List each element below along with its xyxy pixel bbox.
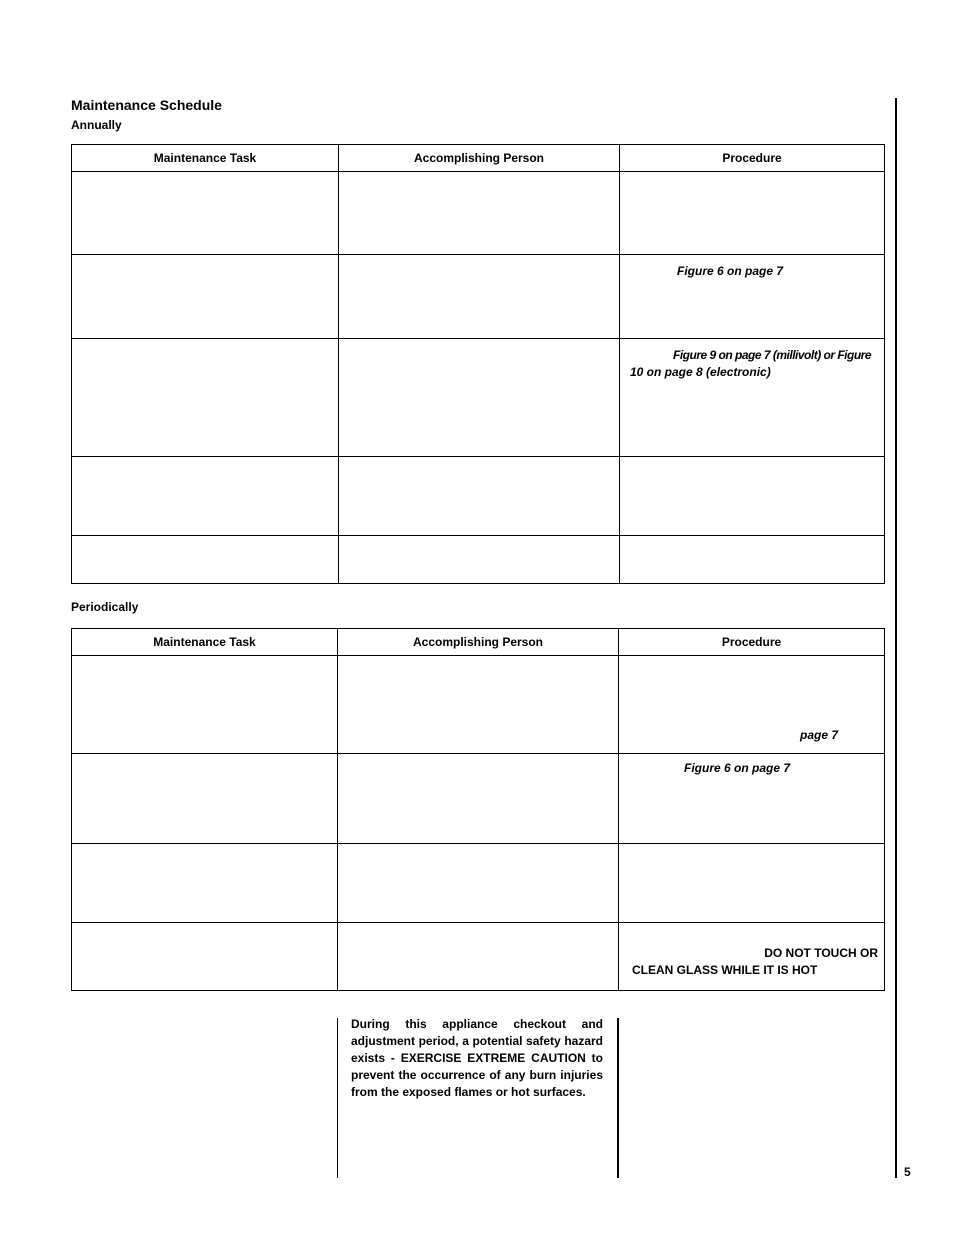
- annually-label: Annually: [71, 118, 122, 132]
- person-cell: [339, 457, 620, 536]
- procedure-cell: [620, 457, 885, 536]
- table-row: [72, 255, 885, 339]
- warning-text: DO NOT TOUCH OR: [764, 946, 878, 960]
- procedure-cell: [620, 172, 885, 255]
- header-task: Maintenance Task: [72, 145, 339, 172]
- procedure-cell: [619, 844, 885, 923]
- table-header-row: [72, 629, 885, 656]
- person-cell: [338, 754, 619, 844]
- periodic-table: [71, 628, 885, 991]
- figure-reference: Figure 9 on page 7 (millivolt) or Figure: [673, 348, 872, 362]
- table-row: [72, 339, 885, 457]
- header-task: Maintenance Task: [72, 629, 338, 656]
- figure-reference: page 7: [800, 728, 839, 742]
- table-row: [72, 923, 885, 991]
- figure-reference-cont: 10 on page 8 (electronic): [630, 365, 771, 379]
- person-cell: [339, 255, 620, 339]
- periodically-label: Periodically: [71, 600, 139, 614]
- procedure-cell: [619, 656, 885, 754]
- table-row: [72, 844, 885, 923]
- table-row: [72, 457, 885, 536]
- procedure-cell: [620, 536, 885, 584]
- person-cell: [339, 536, 620, 584]
- person-cell: [338, 656, 619, 754]
- task-cell: [72, 754, 338, 844]
- column-divider-left: [337, 1018, 338, 1178]
- figure-reference: Figure 6 on page 7: [684, 761, 791, 775]
- table-row: [72, 656, 885, 754]
- person-cell: [339, 172, 620, 255]
- table-row: [72, 754, 885, 844]
- column-divider-right: [617, 1018, 619, 1178]
- task-cell: [72, 172, 339, 255]
- header-procedure: Procedure: [619, 629, 885, 656]
- procedure-cell: [620, 339, 885, 457]
- caution-paragraph: During this appliance checkout and adjustment period, a potential safety hazard exists - EXERCISE EXTREME CAUTION to prevent the occurrence of any burn injuries from the exposed flames or hot surfaces.: [351, 1017, 603, 1099]
- header-procedure: Procedure: [620, 145, 885, 172]
- table-row: [72, 536, 885, 584]
- task-cell: [72, 844, 338, 923]
- page-title: Maintenance Schedule: [71, 97, 222, 113]
- header-person: Accomplishing Person: [338, 629, 619, 656]
- procedure-cell: [619, 923, 885, 991]
- procedure-cell: [619, 754, 885, 844]
- figure-reference: Figure 6 on page 7: [677, 264, 784, 278]
- right-margin-rule: [895, 98, 897, 1178]
- table-header-row: [72, 145, 885, 172]
- task-cell: [72, 339, 339, 457]
- procedure-cell: [620, 255, 885, 339]
- task-cell: [72, 255, 339, 339]
- page-number: 5: [904, 1165, 911, 1179]
- header-person: Accomplishing Person: [339, 145, 620, 172]
- annual-table: [71, 144, 885, 584]
- table-row: [72, 172, 885, 255]
- task-cell: [72, 457, 339, 536]
- task-cell: [72, 923, 338, 991]
- person-cell: [339, 339, 620, 457]
- person-cell: [338, 923, 619, 991]
- task-cell: [72, 536, 339, 584]
- warning-text-cont: CLEAN GLASS WHILE IT IS HOT: [632, 963, 818, 977]
- task-cell: [72, 656, 338, 754]
- person-cell: [338, 844, 619, 923]
